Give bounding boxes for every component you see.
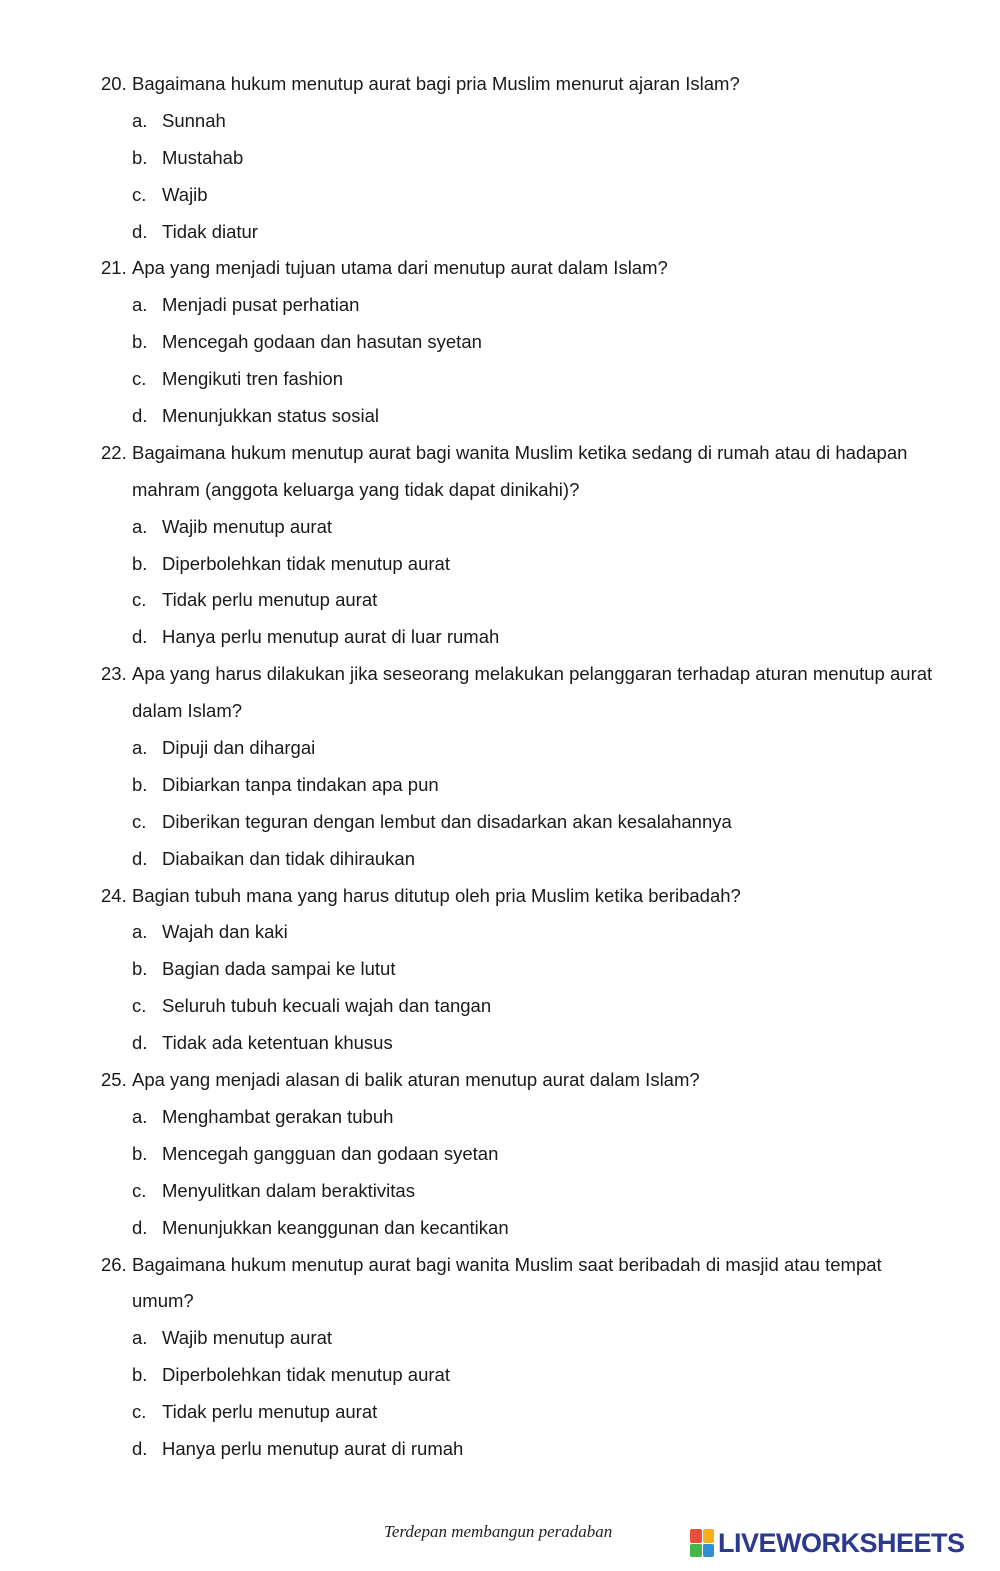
option-letter: d. bbox=[132, 1437, 148, 1459]
answer-option bbox=[0, 619, 1000, 656]
answer-option bbox=[0, 1394, 1000, 1431]
answer-option bbox=[0, 1136, 1000, 1173]
logo-square bbox=[690, 1544, 702, 1558]
option-text: Diperbolehkan tidak menutup aurat bbox=[162, 1364, 450, 1386]
option-text: Menjadi pusat perhatian bbox=[162, 294, 360, 316]
option-letter: d. bbox=[132, 626, 148, 648]
option-letter: d. bbox=[132, 847, 148, 869]
option-letter: b. bbox=[132, 146, 148, 168]
option-text: Tidak perlu menutup aurat bbox=[162, 1401, 378, 1423]
answer-option bbox=[0, 398, 1000, 435]
question-text: Bagian tubuh mana yang harus ditutup oleh pria Muslim ketika beribadah? bbox=[132, 884, 741, 906]
option-letter: d. bbox=[132, 1216, 148, 1238]
question-stem bbox=[0, 66, 1000, 103]
option-letter: c. bbox=[132, 368, 147, 390]
option-letter: b. bbox=[132, 331, 148, 353]
question-stem bbox=[0, 1062, 1000, 1099]
option-text: Menunjukkan keanggunan dan kecantikan bbox=[162, 1216, 509, 1238]
answer-option bbox=[0, 1357, 1000, 1394]
question-number: 23. bbox=[101, 663, 127, 685]
question-text: Bagaimana hukum menutup aurat bagi pria Muslim menurut ajaran Islam? bbox=[132, 73, 740, 94]
option-letter: b. bbox=[132, 1364, 148, 1386]
option-text: Diabaikan dan tidak dihiraukan bbox=[162, 847, 416, 869]
answer-option bbox=[0, 1210, 1000, 1247]
question-number: 24. bbox=[101, 884, 127, 906]
option-text: Mencegah gangguan dan godaan syetan bbox=[162, 1142, 499, 1164]
option-text: Menyulitkan dalam beraktivitas bbox=[162, 1179, 415, 1201]
option-text: Dibiarkan tanpa tindakan apa pun bbox=[162, 773, 439, 795]
answer-option bbox=[0, 582, 1000, 619]
option-text: Tidak diatur bbox=[162, 220, 258, 242]
answer-option bbox=[0, 730, 1000, 767]
option-letter: b. bbox=[132, 773, 148, 795]
answer-option bbox=[0, 804, 1000, 841]
option-text: Bagian dada sampai ke lutut bbox=[162, 958, 396, 980]
option-letter: c. bbox=[132, 810, 147, 832]
answer-option bbox=[0, 140, 1000, 177]
option-text: Menunjukkan status sosial bbox=[162, 405, 379, 427]
question-text: Bagaimana hukum menutup aurat bagi wanita Muslim saat beribadah di masjid atau tempat bbox=[132, 1253, 882, 1275]
option-letter: b. bbox=[132, 1142, 148, 1164]
question-text: Apa yang menjadi alasan di balik aturan menutup aurat dalam Islam? bbox=[132, 1069, 700, 1091]
footer-tagline: Terdepan membangun peradaban bbox=[384, 1522, 613, 1541]
liveworksheets-logo bbox=[690, 1526, 965, 1560]
liveworksheets-logo-icon bbox=[690, 1529, 714, 1557]
option-text: Hanya perlu menutup aurat di luar rumah bbox=[162, 626, 500, 648]
question-number: 21. bbox=[101, 257, 127, 279]
option-letter: c. bbox=[132, 995, 147, 1017]
question-text: Apa yang menjadi tujuan utama dari menutup aurat dalam Islam? bbox=[132, 257, 668, 279]
option-text: Wajib bbox=[162, 183, 208, 205]
option-text: Mencegah godaan dan hasutan syetan bbox=[162, 331, 482, 353]
question-stem-continuation bbox=[0, 693, 1000, 730]
option-letter: d. bbox=[132, 405, 148, 427]
answer-option bbox=[0, 1173, 1000, 1210]
option-letter: a. bbox=[132, 1327, 148, 1349]
answer-option bbox=[0, 324, 1000, 361]
option-letter: c. bbox=[132, 1179, 147, 1201]
option-letter: a. bbox=[132, 294, 148, 316]
option-letter: b. bbox=[132, 552, 148, 574]
answer-option bbox=[0, 1320, 1000, 1357]
question-text: dalam Islam? bbox=[132, 700, 243, 722]
option-text: Tidak perlu menutup aurat bbox=[162, 589, 378, 611]
option-letter: c. bbox=[132, 183, 147, 205]
option-letter: c. bbox=[132, 1401, 147, 1423]
option-text: Mustahab bbox=[162, 146, 244, 168]
question-number: 20. bbox=[101, 73, 127, 94]
liveworksheets-logo-text: LIVEWORKSHEETS bbox=[718, 1527, 965, 1558]
answer-option bbox=[0, 509, 1000, 546]
option-letter: b. bbox=[132, 958, 148, 980]
option-text: Hanya perlu menutup aurat di rumah bbox=[162, 1437, 464, 1459]
option-letter: c. bbox=[132, 589, 147, 611]
option-letter: a. bbox=[132, 921, 148, 943]
question-text: Apa yang harus dilakukan jika seseorang melakukan pelanggaran terhadap aturan menutup aurat bbox=[132, 663, 933, 685]
question-stem bbox=[0, 878, 1000, 915]
question-stem-continuation bbox=[0, 472, 1000, 509]
question-stem bbox=[0, 656, 1000, 693]
answer-option bbox=[0, 767, 1000, 804]
option-text: Wajib menutup aurat bbox=[162, 515, 333, 537]
question-text: mahram (anggota keluarga yang tidak dapat dinikahi)? bbox=[132, 478, 580, 500]
option-letter: d. bbox=[132, 220, 148, 242]
option-text: Wajib menutup aurat bbox=[162, 1327, 333, 1349]
question-text: umum? bbox=[132, 1290, 194, 1312]
question-number: 25. bbox=[101, 1069, 127, 1091]
option-text: Sunnah bbox=[162, 109, 226, 131]
option-text: Diperbolehkan tidak menutup aurat bbox=[162, 552, 450, 574]
option-letter: a. bbox=[132, 1105, 148, 1127]
option-text: Seluruh tubuh kecuali wajah dan tangan bbox=[162, 995, 492, 1017]
question-stem bbox=[0, 435, 1000, 472]
logo-square bbox=[703, 1529, 715, 1543]
answer-option bbox=[0, 103, 1000, 140]
option-letter: d. bbox=[132, 1032, 148, 1054]
answer-option bbox=[0, 914, 1000, 951]
option-text: Wajah dan kaki bbox=[162, 921, 288, 943]
answer-option bbox=[0, 546, 1000, 583]
option-letter: a. bbox=[132, 737, 148, 759]
question-stem-continuation bbox=[0, 1283, 1000, 1320]
answer-option bbox=[0, 841, 1000, 878]
question-text: Bagaimana hukum menutup aurat bagi wanita Muslim ketika sedang di rumah atau di hadapan bbox=[132, 441, 908, 463]
question-stem bbox=[0, 250, 1000, 287]
option-letter: a. bbox=[132, 515, 148, 537]
logo-square bbox=[703, 1544, 715, 1558]
option-letter: a. bbox=[132, 109, 148, 131]
question-number: 22. bbox=[101, 441, 127, 463]
answer-option bbox=[0, 1431, 1000, 1468]
answer-option bbox=[0, 214, 1000, 251]
answer-option bbox=[0, 1025, 1000, 1062]
question-number: 26. bbox=[101, 1253, 127, 1275]
answer-option bbox=[0, 951, 1000, 988]
answer-option bbox=[0, 177, 1000, 214]
option-text: Dipuji dan dihargai bbox=[162, 737, 316, 759]
answer-option bbox=[0, 361, 1000, 398]
answer-option bbox=[0, 1099, 1000, 1136]
answer-option bbox=[0, 287, 1000, 324]
option-text: Diberikan teguran dengan lembut dan disadarkan akan kesalahannya bbox=[162, 810, 732, 832]
option-text: Menghambat gerakan tubuh bbox=[162, 1105, 394, 1127]
option-text: Mengikuti tren fashion bbox=[162, 368, 343, 390]
logo-square bbox=[690, 1529, 702, 1543]
question-stem bbox=[0, 1247, 1000, 1284]
question-list bbox=[0, 66, 1000, 1468]
answer-option bbox=[0, 988, 1000, 1025]
option-text: Tidak ada ketentuan khusus bbox=[162, 1032, 393, 1054]
